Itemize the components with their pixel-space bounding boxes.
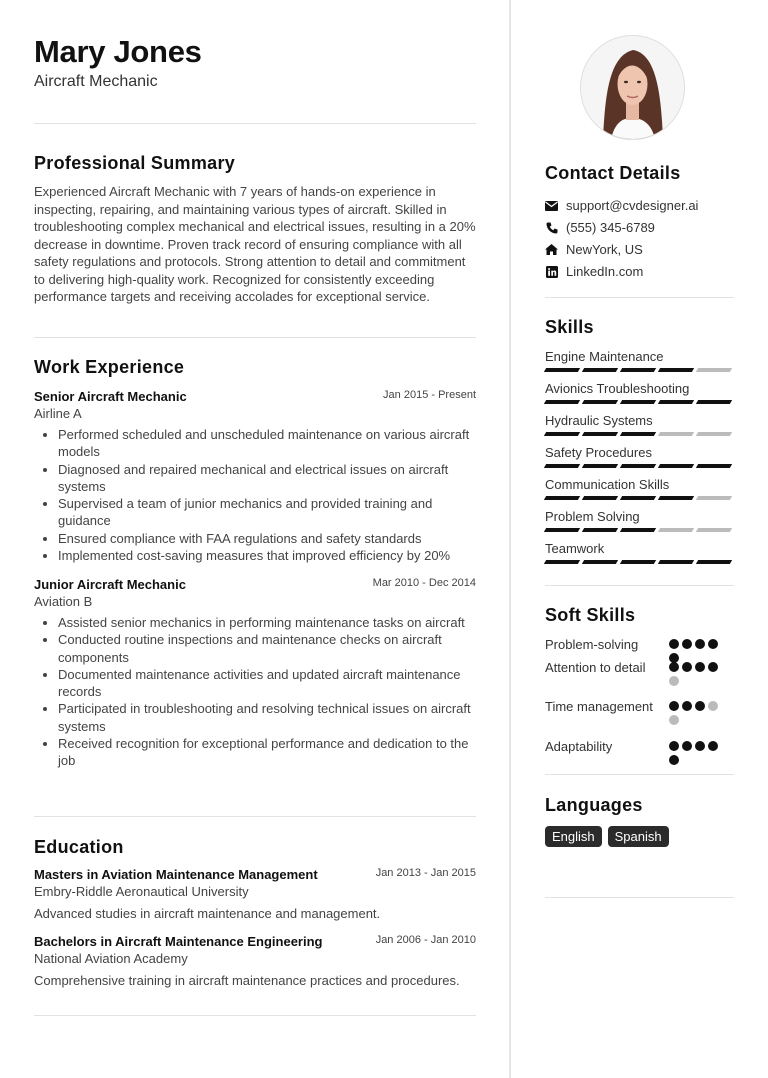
soft-skill-rating bbox=[669, 701, 725, 725]
soft-skill-name: Attention to detail bbox=[545, 660, 646, 675]
job-title: Senior Aircraft Mechanic bbox=[34, 389, 187, 404]
rating-dot bbox=[708, 701, 718, 711]
degree: Masters in Aviation Maintenance Management bbox=[34, 867, 318, 882]
contact-location-text: NewYork, US bbox=[566, 242, 643, 257]
divider bbox=[545, 585, 734, 586]
rating-dot bbox=[669, 676, 679, 686]
contact-email-text: support@cvdesigner.ai bbox=[566, 198, 699, 213]
rating-dot bbox=[695, 701, 705, 711]
rating-dot bbox=[682, 662, 692, 672]
bullet: • Diagnosed and repaired mechanical and electrical issues on aircraft systems bbox=[58, 461, 476, 496]
soft-skill-rating bbox=[669, 662, 725, 686]
rating-dot bbox=[669, 741, 679, 751]
skill-item bbox=[545, 509, 734, 532]
skill-bar-segment bbox=[544, 496, 580, 500]
bullet: • Implemented cost-saving measures that improved efficiency by 20% bbox=[58, 547, 476, 564]
skill-bar-segment bbox=[658, 400, 694, 404]
rating-dot bbox=[669, 662, 679, 672]
soft-skill-rating bbox=[669, 741, 725, 765]
divider bbox=[34, 123, 476, 124]
skill-bar-segment bbox=[544, 464, 580, 468]
bullet: • Received recognition for exceptional performance and dedication to the job bbox=[58, 735, 476, 770]
bullet: • Performed scheduled and unscheduled maintenance on various aircraft models bbox=[58, 426, 476, 461]
job-entry bbox=[34, 389, 476, 564]
skill-bar-segment bbox=[658, 496, 694, 500]
divider bbox=[545, 897, 734, 898]
contact-heading: Contact Details bbox=[545, 163, 681, 183]
phone-icon bbox=[545, 221, 558, 234]
education-desc: Advanced studies in aircraft maintenance and management. bbox=[34, 906, 381, 921]
rating-dot bbox=[682, 639, 692, 649]
skill-bar-segment bbox=[620, 432, 656, 436]
skill-bar-segment bbox=[696, 368, 732, 372]
job-date: Jan 2015 - Present bbox=[383, 389, 476, 401]
rating-dot bbox=[695, 662, 705, 672]
degree: Bachelors in Aircraft Maintenance Engineering bbox=[34, 934, 323, 949]
bullet: • Participated in troubleshooting and resolving technical issues on aircraft systems bbox=[58, 700, 476, 735]
skill-bar-segment bbox=[696, 464, 732, 468]
skill-bar-segment bbox=[696, 528, 732, 532]
skill-bar-segment bbox=[544, 432, 580, 436]
education-entry bbox=[34, 934, 476, 988]
skill-bar-segment bbox=[620, 560, 656, 564]
skill-item bbox=[545, 381, 734, 404]
skill-bar-segment bbox=[544, 400, 580, 404]
skill-name: Engine Maintenance bbox=[545, 349, 664, 364]
skill-level-bars bbox=[545, 464, 734, 468]
skill-bar-segment bbox=[582, 432, 618, 436]
job-title: Junior Aircraft Mechanic bbox=[34, 577, 186, 592]
divider bbox=[34, 816, 476, 817]
contact-linkedin[interactable] bbox=[545, 264, 643, 279]
skill-bar-segment bbox=[582, 400, 618, 404]
skill-bar-segment bbox=[696, 432, 732, 436]
education-desc: Comprehensive training in aircraft maintenance practices and procedures. bbox=[34, 973, 460, 988]
bullet: • Documented maintenance activities and updated aircraft maintenance records bbox=[58, 666, 476, 701]
skill-bar-segment bbox=[696, 400, 732, 404]
job-bullets bbox=[34, 614, 476, 770]
education-entry bbox=[34, 867, 476, 921]
skill-name: Avionics Troubleshooting bbox=[545, 381, 690, 396]
skill-bar-segment bbox=[658, 368, 694, 372]
skill-name: Communication Skills bbox=[545, 477, 670, 492]
rating-dot bbox=[669, 639, 679, 649]
rating-dot bbox=[708, 741, 718, 751]
divider bbox=[34, 337, 476, 338]
job-company: Airline A bbox=[34, 406, 82, 421]
envelope-icon bbox=[545, 199, 558, 212]
skill-item bbox=[545, 413, 734, 436]
bullet: • Assisted senior mechanics in performing maintenance tasks on aircraft bbox=[58, 614, 476, 631]
divider bbox=[34, 1015, 476, 1016]
skill-name: Problem Solving bbox=[545, 509, 640, 524]
rating-dot bbox=[669, 701, 679, 711]
skill-level-bars bbox=[545, 560, 734, 564]
skill-bar-segment bbox=[696, 496, 732, 500]
job-bullets bbox=[34, 426, 476, 564]
rating-dot bbox=[695, 639, 705, 649]
skill-bar-segment bbox=[658, 560, 694, 564]
skill-bar-segment bbox=[696, 560, 732, 564]
skill-bar-segment bbox=[620, 464, 656, 468]
languages-heading: Languages bbox=[545, 795, 643, 815]
contact-phone[interactable] bbox=[545, 220, 655, 235]
soft-skill-rating bbox=[669, 639, 725, 663]
profile-photo bbox=[580, 35, 685, 140]
skill-bar-segment bbox=[658, 432, 694, 436]
bullet: • Supervised a team of junior mechanics and provided training and guidance bbox=[58, 495, 476, 530]
divider bbox=[545, 297, 734, 298]
contact-email[interactable] bbox=[545, 198, 698, 213]
skill-item bbox=[545, 445, 734, 468]
language-badge: English bbox=[545, 826, 602, 847]
soft-skills-heading: Soft Skills bbox=[545, 605, 636, 625]
skill-level-bars bbox=[545, 400, 734, 404]
skill-level-bars bbox=[545, 496, 734, 500]
rating-dot bbox=[682, 701, 692, 711]
skill-level-bars bbox=[545, 528, 734, 532]
rating-dot bbox=[695, 741, 705, 751]
skill-bar-segment bbox=[620, 528, 656, 532]
skill-level-bars bbox=[545, 368, 734, 372]
skill-bar-segment bbox=[582, 528, 618, 532]
divider bbox=[545, 774, 734, 775]
skill-bar-segment bbox=[658, 528, 694, 532]
skill-level-bars bbox=[545, 432, 734, 436]
skill-bar-segment bbox=[620, 400, 656, 404]
bullet: • Ensured compliance with FAA regulations and safety standards bbox=[58, 530, 476, 547]
skill-bar-segment bbox=[620, 368, 656, 372]
linkedin-icon bbox=[545, 265, 558, 278]
soft-skill-name: Adaptability bbox=[545, 739, 613, 754]
skill-bar-segment bbox=[544, 560, 580, 564]
skill-item bbox=[545, 541, 734, 564]
education-date: Jan 2013 - Jan 2015 bbox=[375, 867, 476, 879]
bullet: • Conducted routine inspections and maintenance checks on aircraft components bbox=[58, 631, 476, 666]
job-entry bbox=[34, 577, 476, 770]
rating-dot bbox=[669, 755, 679, 765]
skill-bar-segment bbox=[582, 560, 618, 564]
contact-location bbox=[545, 242, 643, 257]
skill-bar-segment bbox=[582, 464, 618, 468]
skill-item bbox=[545, 349, 734, 372]
rating-dot bbox=[669, 715, 679, 725]
education-heading: Education bbox=[34, 837, 124, 857]
language-badge: Spanish bbox=[608, 826, 669, 847]
education-date: Jan 2006 - Jan 2010 bbox=[375, 934, 476, 946]
skill-bar-segment bbox=[658, 464, 694, 468]
rating-dot bbox=[682, 741, 692, 751]
skill-name: Safety Procedures bbox=[545, 445, 652, 460]
school: National Aviation Academy bbox=[34, 951, 188, 966]
soft-skill-name: Time management bbox=[545, 699, 653, 714]
summary-text: Experienced Aircraft Mechanic with 7 years of hands-on experience in inspecting, repairing, and maintaining various types of aircraft. Skilled in troubleshooting complex mechanical and electrical issues, resulting in a 20% decrease in downtime. Proven track record of ensuring compliance with all safety regulations and protocols. Strong attention to detail and commitment to delivering high-quality work. Recognized for consistently exceeding performance targets and receiving accolades for exceptional service. bbox=[34, 184, 476, 304]
experience-heading: Work Experience bbox=[34, 357, 185, 377]
soft-skill-name: Problem-solving bbox=[545, 637, 639, 652]
skill-bar-segment bbox=[544, 368, 580, 372]
contact-linkedin-text: LinkedIn.com bbox=[566, 264, 644, 279]
candidate-name: Mary Jones bbox=[34, 34, 202, 69]
rating-dot bbox=[708, 639, 718, 649]
skill-bar-segment bbox=[544, 528, 580, 532]
summary-heading: Professional Summary bbox=[34, 153, 236, 173]
languages-list bbox=[545, 826, 669, 847]
skill-name: Teamwork bbox=[545, 541, 605, 556]
skill-item bbox=[545, 477, 734, 500]
job-date: Mar 2010 - Dec 2014 bbox=[372, 577, 476, 589]
skill-bar-segment bbox=[582, 368, 618, 372]
skill-bar-segment bbox=[582, 496, 618, 500]
home-icon bbox=[545, 243, 558, 256]
candidate-title: Aircraft Mechanic bbox=[34, 73, 158, 90]
skills-heading: Skills bbox=[545, 317, 594, 337]
contact-phone-text: (555) 345-6789 bbox=[566, 220, 655, 235]
column-divider bbox=[509, 0, 511, 1078]
rating-dot bbox=[708, 662, 718, 672]
school: Embry-Riddle Aeronautical University bbox=[34, 884, 249, 899]
skill-bar-segment bbox=[620, 496, 656, 500]
skill-name: Hydraulic Systems bbox=[545, 413, 653, 428]
job-company: Aviation B bbox=[34, 594, 93, 609]
